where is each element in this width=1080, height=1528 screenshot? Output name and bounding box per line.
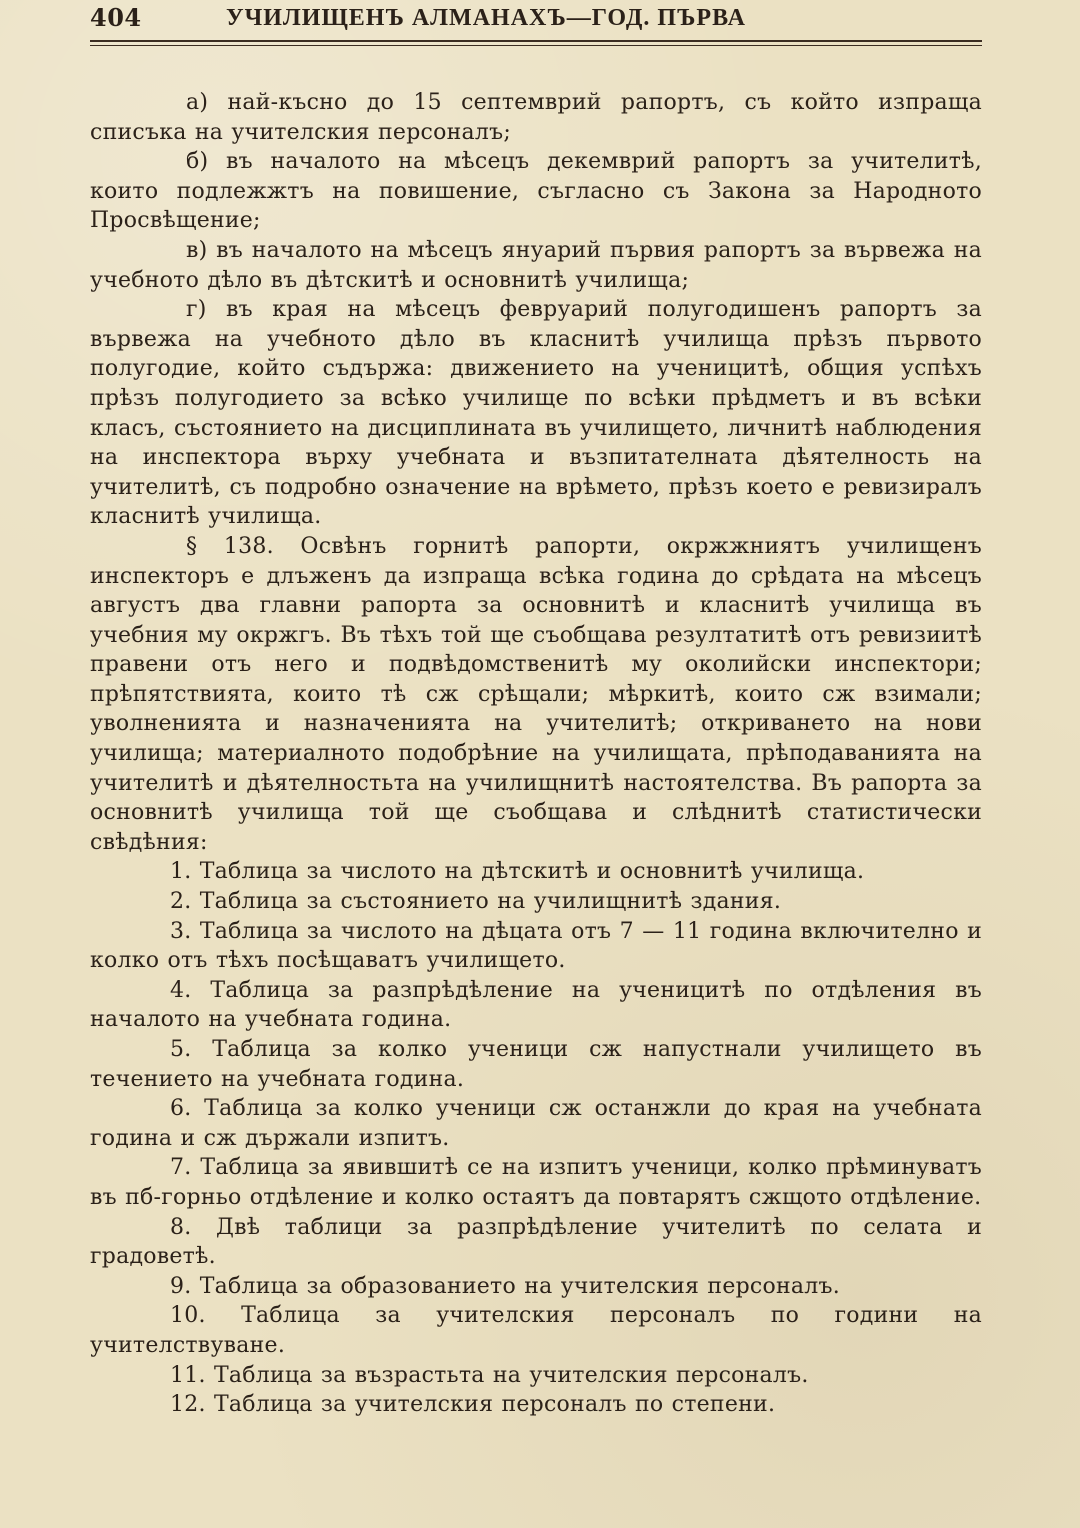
section-138: § 138. Освѣнъ горнитѣ рапорти, окржжниятъ училищенъ инспекторъ е длъженъ да изпраща всѣка година до срѣдата на мѣсецъ августъ два главни рапорта за основнитѣ и класнитѣ училища въ учебния му окржгъ. Въ тѣхъ той ще съобщава резултатитѣ отъ ревизиитѣ правени отъ него и подвѣдомственитѣ му околийски инспектори; прѣпятствията, които тѣ сж срѣщали; мѣркитѣ, които сж взимали; уволненията и назначенията на учителитѣ; откриването на нови училища; материалното подобрѣние на училищата, прѣподаванията на учителитѣ и дѣятелностьта на училищнитѣ настоятелства. Въ рапорта за основнитѣ училища той ще съобщава и слѣднитѣ статистически свѣдѣния: [90,533,982,855]
paragraph-b: б) въ началото на мѣсецъ декемврий рапортъ за учителитѣ, които подлежжтъ на повишение, съгласно съ Закона за Народното Просвѣщение; [90,149,982,234]
list-item: 5. Таблица за колко ученици сж напустнали училището въ течението на учебната година. [90,1037,982,1092]
paragraph-g: г) въ края на мѣсецъ февруарий полугодишенъ рапортъ за вървежа на учебното дѣло въ класнитѣ училища прѣзъ първото полугодие, който съдържа: движението на ученицитѣ, общия успѣхъ прѣзъ полугодието за всѣко училище по всѣки прѣдметъ и въ всѣки класъ, състоянието на дисциплината въ училището, личнитѣ наблюдения на инспектора върху учебната и възпитателната дѣятелность на учителитѣ, съ подробно означение на врѣмето, прѣзъ което е ревизиралъ класнитѣ училища. [90,297,982,530]
list-item: 9. Таблица за образованието на учителския персоналъ. [170,1273,840,1299]
list-item: 7. Таблица за явившитѣ се на изпитъ ученици, колко прѣминуватъ въ пб-горньо отдѣление и колко остаятъ да повтарятъ сжщото отдѣление. [90,1155,982,1210]
paragraph-v: в) въ началото на мѣсецъ януарий първия рапортъ за вървежа на учебното дѣло въ дѣтскитѣ и основнитѣ училища; [90,237,982,293]
list-item: 11. Таблица за възрастьта на учителския персоналъ. [170,1362,809,1388]
list-item: 10. Таблица за учителския персоналъ по години на учителствуване. [90,1303,982,1358]
list-item: 6. Таблица за колко ученици сж останжли до края на учебната година и сж държали изпитъ. [90,1096,982,1151]
list-item: 8. Двѣ таблици за разпрѣдѣление учителитѣ по селата и градоветѣ. [90,1214,982,1270]
header-rule [90,40,982,46]
list-item: 12. Таблица за учителския персоналъ по степени. [170,1392,776,1418]
list-item: 4. Таблица за разпрѣдѣление на ученицитѣ по отдѣления въ началото на учебната година. [90,977,982,1033]
page-number: 404 [90,3,142,32]
page-header [90,0,982,32]
body-text [90,88,982,1420]
list-item: 2. Таблица за състоянието на училищнитѣ здания. [170,889,782,915]
running-title: УЧИЛИЩЕНЪ АЛМАНАХЪ—ГОД. ПЪРВА [226,5,746,31]
list-item: 1. Таблица за числото на дѣтскитѣ и основнитѣ училища. [170,859,865,885]
list-item: 3. Таблица за числото на дѣцата отъ 7 — 11 година включително и колко отъ тѣхъ посѣщаватъ училището. [90,918,982,974]
paragraph-a: а) най-късно до 15 септемврий рапортъ, съ който изпраща списъка на учителския персоналъ; [90,90,982,145]
